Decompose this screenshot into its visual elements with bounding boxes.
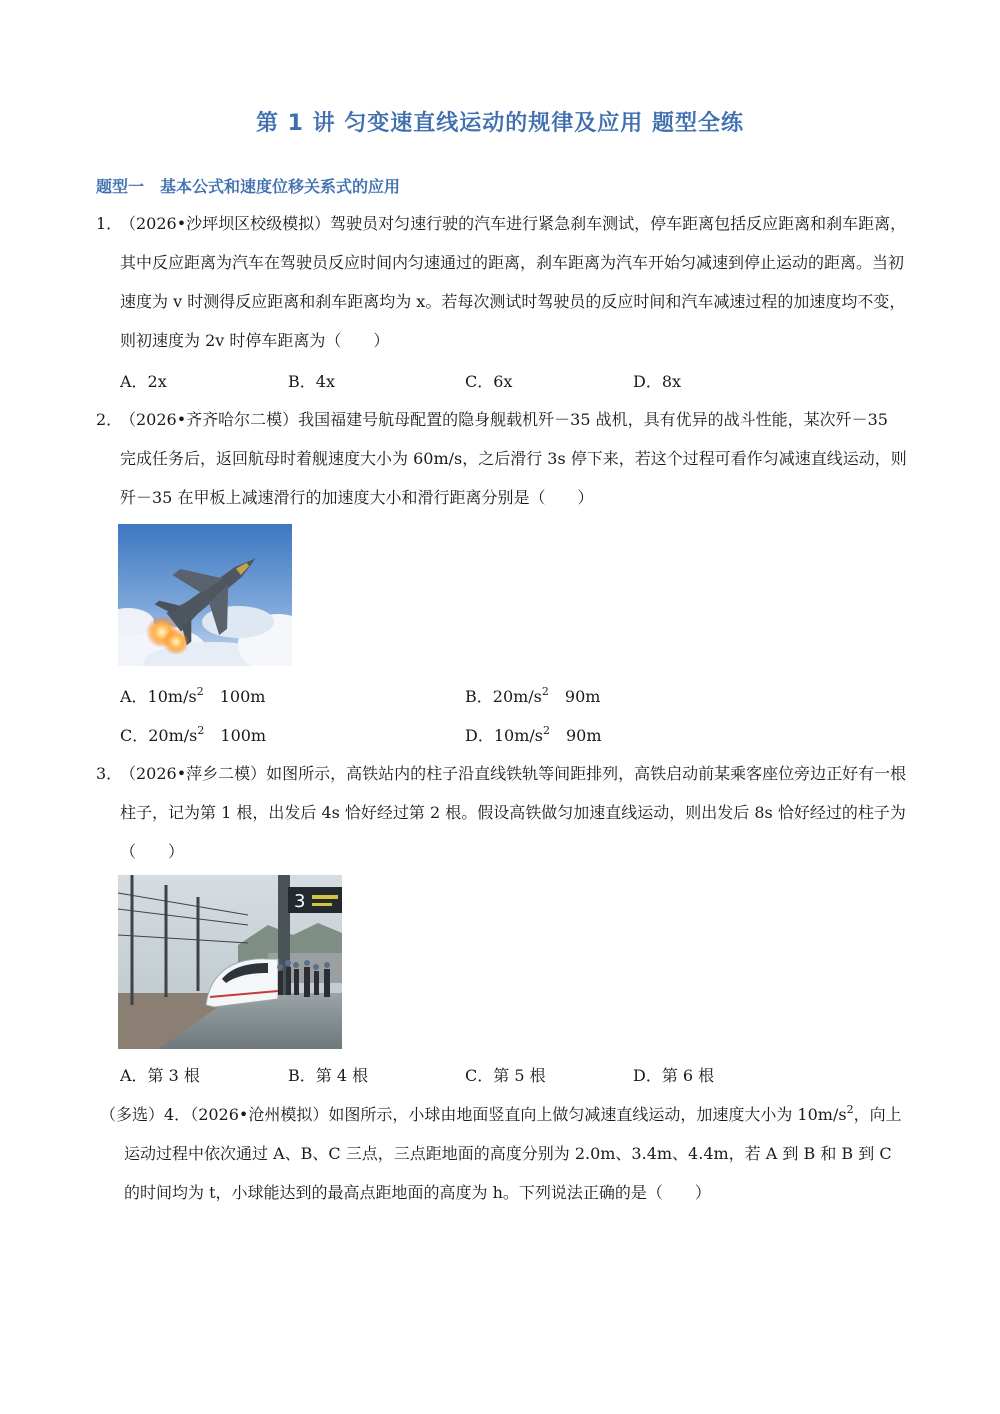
- option-b: B．$20m/s^2$ 90m: [465, 685, 601, 706]
- question-1: [96, 204, 908, 360]
- question-text: （多选）4．（2026•沧州模拟）如图所示，小球由地面竖直向上做匀减速直线运动，加速度大小为 $10m/s^2$，向上运动过程中依次通过 A、B、C 三点，三点距地面的高度分别为 2.0m、3.4m、4.4m，若 A 到 B 和 B 到 C 的时间均为 t，小球能达到的最高点距地面的高度为 h。下列说法正确的是（ ）: [100, 1103, 902, 1202]
- option-a: A．第 3 根: [120, 1066, 200, 1085]
- option-b: B．第 4 根: [288, 1066, 369, 1085]
- option-a: A．2x: [120, 372, 167, 391]
- platform-number-sign: 3: [294, 891, 306, 912]
- high-speed-train-icon: [118, 875, 342, 1049]
- option-d: D．8x: [633, 372, 682, 391]
- fighter-jet-icon: [118, 524, 292, 666]
- option-b: B．4x: [288, 372, 335, 391]
- question-number: （多选）4．: [100, 1105, 191, 1124]
- question-4: [100, 1095, 912, 1212]
- option-d: D．$10m/s^2$ 90m: [465, 724, 602, 745]
- question-number: 3．: [96, 764, 123, 783]
- option-d: D．第 6 根: [633, 1066, 715, 1085]
- question-3: [96, 754, 908, 871]
- option-c: C．$20m/s^2$ 100m: [120, 724, 267, 745]
- fighter-jet-photo: [118, 524, 292, 666]
- question-text: （2026•齐齐哈尔二模）我国福建号航母配置的隐身舰载机歼－35 战机，具有优异的战斗性能，某次歼－35 完成任务后，返回航母时着舰速度大小为 60m/s，之后滑行 3s 停下来，若这个过程可看作匀减速直线运动，则歼－35 在甲板上减速滑行的加速度大小和滑行距离分别是（ ）: [120, 410, 907, 507]
- page-title: 第 1 讲 匀变速直线运动的规律及应用 题型全练: [256, 111, 744, 136]
- question-number: 2．: [96, 410, 123, 429]
- question-2: [96, 400, 908, 517]
- section-heading: 题型一 基本公式和速度位移关系式的应用: [96, 177, 401, 196]
- question-text: （2026•萍乡二模）如图所示，高铁站内的柱子沿直线铁轨等间距排列，高铁启动前某乘客座位旁边正好有一根柱子，记为第 1 根，出发后 4s 恰好经过第 2 根。假设高铁做匀加速直线运动，则出发后 8s 恰好经过的柱子为（ ）: [120, 764, 907, 861]
- option-c: C．6x: [465, 372, 513, 391]
- option-a: A．$10m/s^2$ 100m: [120, 685, 266, 706]
- question-number: 1．: [96, 214, 123, 233]
- high-speed-train-photo: [118, 875, 342, 1049]
- question-text: （2026•沙坪坝区校级模拟）驾驶员对匀速行驶的汽车进行紧急刹车测试，停车距离包括反应距离和刹车距离，其中反应距离为汽车在驾驶员反应时间内匀速通过的距离，刹车距离为汽车开始匀减速到停止运动的距离。当初速度为 v 时测得反应距离和刹车距离均为 x。若每次测试时驾驶员的反应时间和汽车减速过程的加速度均不变，则初速度为 2v 时停车距离为（ ）: [120, 214, 907, 350]
- option-c: C．第 5 根: [465, 1066, 546, 1085]
